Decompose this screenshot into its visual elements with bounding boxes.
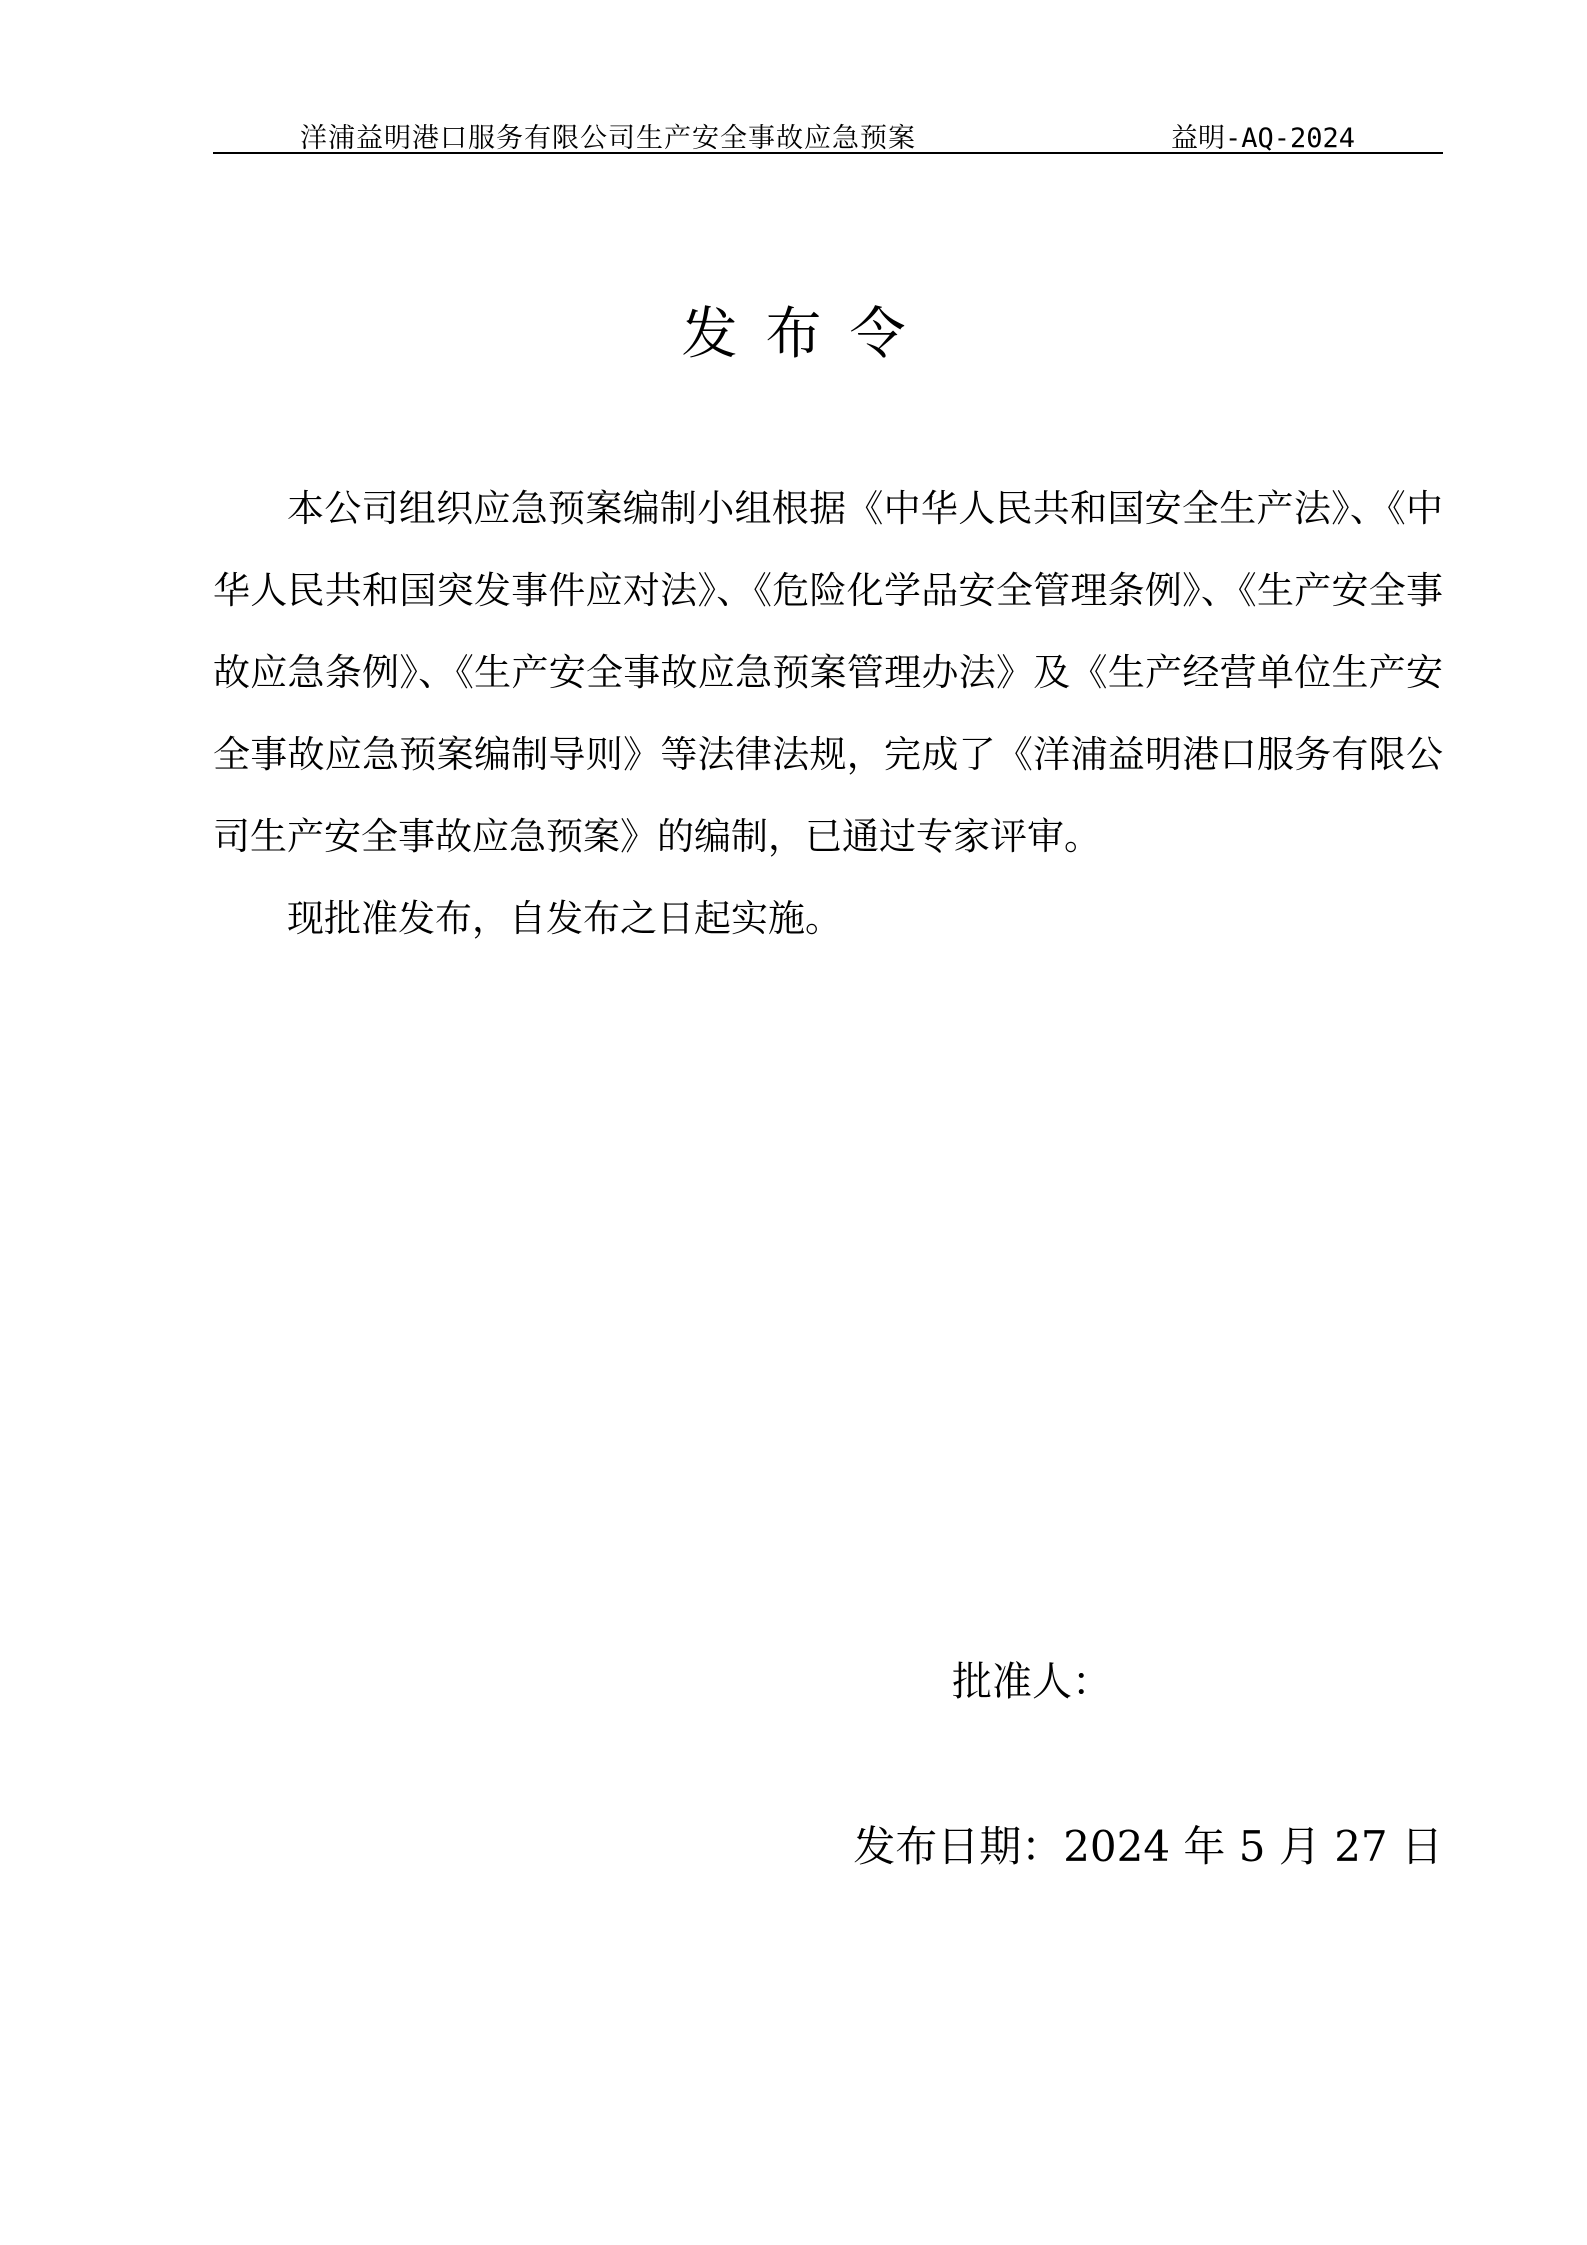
- document-code: 益明-AQ-2024: [1170, 123, 1355, 154]
- document-body: [213, 468, 1443, 960]
- release-date: 发布日期：2024 年 5 月 27 日: [853, 1822, 1443, 1871]
- body-paragraph: 现批准发布，自发布之日起实施。: [287, 897, 842, 940]
- header-title: 洋浦益明港口服务有限公司生产安全事故应急预案: [300, 123, 916, 154]
- page-header: [213, 108, 1443, 154]
- document-title: 发布令: [681, 302, 934, 367]
- approver-label: 批准人：: [952, 1659, 1112, 1705]
- body-paragraph: 本公司组织应急预案编制小组根据《中华人民共和国安全生产法》、《中华人民共和国突发事件应对法》、《危险化学品安全管理条例》、《生产安全事故应急条例》、《生产安全事故应急预案管理办法》及《生产经营单位生产安全事故应急预案编制导则》等法律法规，完成了《洋浦益明港口服务有限公司生产安全事故应急预案》的编制，已通过专家评审。: [213, 487, 1443, 858]
